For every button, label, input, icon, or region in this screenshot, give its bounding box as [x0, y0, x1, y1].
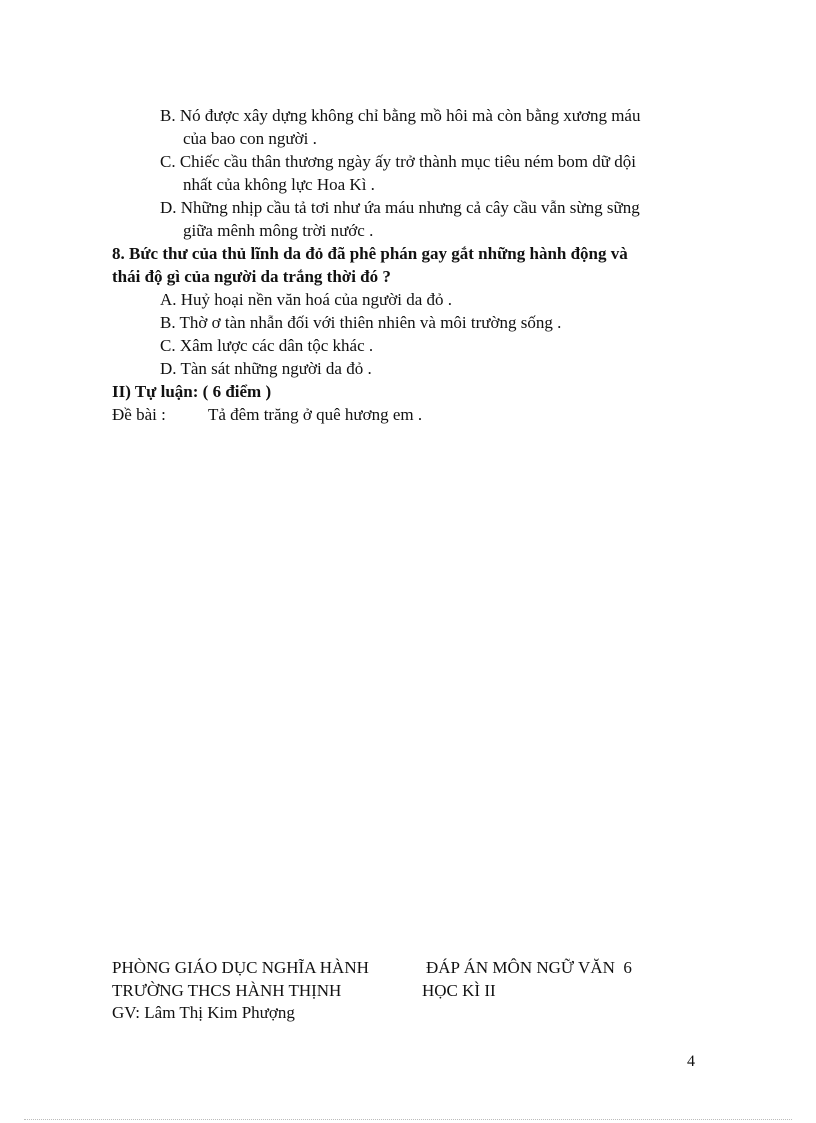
q7-option-d-line2: giữa mênh mông trời nước .	[183, 221, 374, 240]
page-number: 4	[687, 1053, 695, 1070]
q7-option-b-line2: của bao con người .	[183, 129, 317, 148]
q7-option-b-line1: B. Nó được xây dựng không chỉ bằng mồ hôi mà còn bằng xương máu	[160, 106, 641, 125]
q7-option-c-line1: C. Chiếc cầu thân thương ngày ấy trở thành mục tiêu ném bom dữ dội	[160, 152, 636, 171]
essay-prompt-text: Tả đêm trăng ở quê hương em .	[208, 405, 423, 424]
footer-left-line1: PHÒNG GIÁO DỤC NGHĨA HÀNH	[112, 958, 369, 977]
footer-left-line3: GV: Lâm Thị Kim Phượng	[112, 1003, 295, 1022]
essay-prompt-label: Đề bài :	[112, 405, 166, 424]
page-bottom-divider	[24, 1119, 792, 1120]
q8-option-c: C. Xâm lược các dân tộc khác .	[160, 336, 374, 355]
q8-title-line1: 8. Bức thư của thủ lĩnh da đỏ đã phê phán gay gắt những hành động và	[112, 244, 628, 263]
q8-option-a: A. Huỷ hoại nền văn hoá của người da đỏ .	[160, 290, 453, 309]
footer-left-line2: TRƯỜNG THCS HÀNH THỊNH	[112, 981, 342, 1000]
q7-option-d-line1: D. Những nhịp cầu tả tơi như ứa máu nhưng cả cây cầu vẫn sừng sững	[160, 198, 640, 217]
footer-right-line2: HỌC KÌ II	[422, 981, 496, 1000]
footer-right-line1: ĐÁP ÁN MÔN NGỮ VĂN 6	[426, 958, 632, 977]
q8-option-d: D. Tàn sát những người da đỏ .	[160, 359, 372, 378]
q7-option-c-line2: nhất của không lực Hoa Kì .	[183, 175, 375, 194]
q8-title-line2: thái độ gì của người da trắng thời đó ?	[112, 267, 391, 286]
essay-heading: II) Tự luận: ( 6 điểm )	[112, 382, 272, 401]
q8-option-b: B. Thờ ơ tàn nhẫn đối với thiên nhiên và môi trường sống .	[160, 313, 562, 332]
